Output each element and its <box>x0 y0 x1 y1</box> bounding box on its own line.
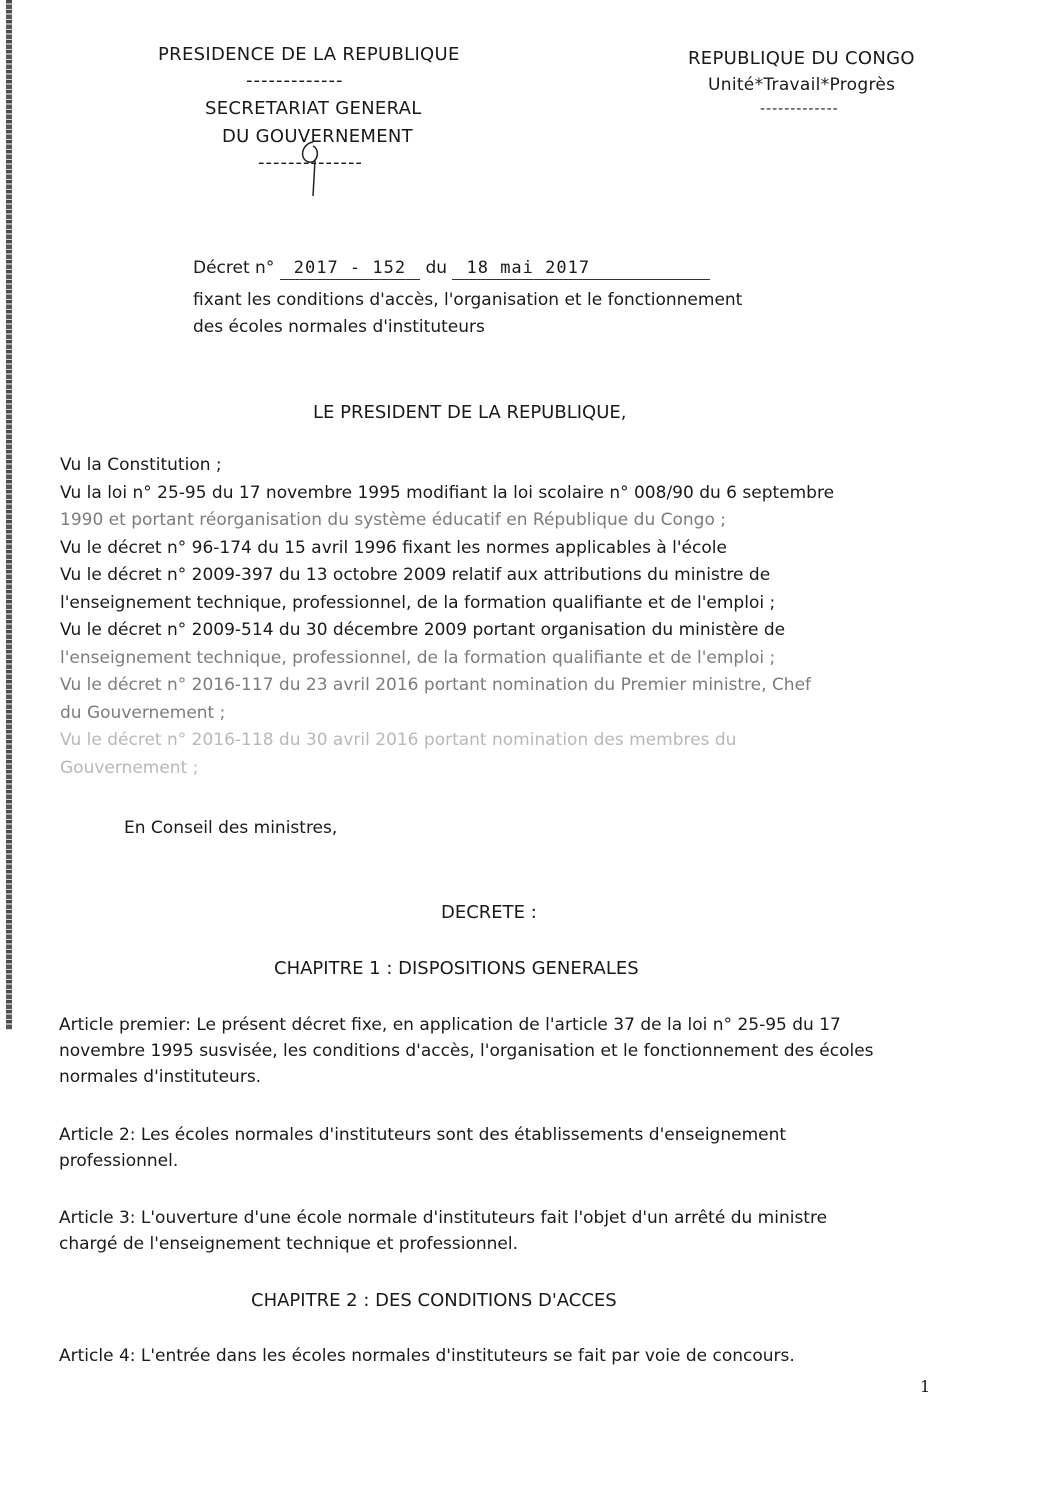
gouvernement-heading: DU GOUVERNEMENT <box>222 126 413 147</box>
conseil-line: En Conseil des ministres, <box>124 818 338 838</box>
article-3-text: chargé de l'enseignement technique et professionnel. <box>59 1234 519 1254</box>
article-2 <box>59 1122 786 1174</box>
chapter-1-heading: CHAPITRE 1 : DISPOSITIONS GENERALES <box>274 958 639 979</box>
vu-item: 1990 et portant réorganisation du système éducatif en République du Congo ; <box>60 510 726 530</box>
vu-list <box>60 452 834 782</box>
vu-item: Gouvernement ; <box>60 757 199 778</box>
decree-subject-line2: des écoles normales d'instituteurs <box>193 317 485 337</box>
scan-edge-artifact <box>6 0 12 1030</box>
vu-item: Vu le décret n° 2009-397 du 13 octobre 2009 relatif aux attributions du ministre de <box>60 565 771 585</box>
presidence-heading: PRESIDENCE DE LA REPUBLIQUE <box>158 44 460 65</box>
national-motto: Unité*Travail*Progrès <box>708 75 896 95</box>
article-1-text: normales d'instituteurs. <box>59 1067 262 1087</box>
article-3-label: Article 3 <box>59 1208 130 1228</box>
header-separator-left-2: -------------- <box>258 152 363 173</box>
vu-item: Vu le décret n° 2009-514 du 30 décembre 2009 portant organisation du ministère de <box>60 620 786 640</box>
vu-item: Vu la loi n° 25-95 du 17 novembre 1995 modifiant la loi scolaire n° 008/90 du 6 septembre <box>60 482 835 503</box>
decree-number: 2017 - 152 <box>280 258 420 280</box>
vu-item: Vu le décret n° 2016-118 du 30 avril 2016 portant nomination des membres du <box>60 730 737 750</box>
header-separator-left-1: ------------- <box>246 70 344 91</box>
vu-item: Vu le décret n° 96-174 du 15 avril 1996 fixant les normes applicables à l'école <box>60 537 727 558</box>
article-3 <box>59 1205 827 1257</box>
seal-mark-icon <box>295 140 333 198</box>
president-heading: LE PRESIDENT DE LA REPUBLIQUE, <box>313 402 627 423</box>
vu-item: du Gouvernement ; <box>60 702 226 723</box>
article-1-text: : Le présent décret fixe, en application de l'article 37 de la loi n° 25-95 du 17 <box>185 1015 841 1035</box>
vu-item: Vu le décret n° 2016-117 du 23 avril 2016 portant nomination du Premier ministre, Chef <box>60 675 812 695</box>
decree-number-line <box>193 258 710 280</box>
decree-subject-line1: fixant les conditions d'accès, l'organisation et le fonctionnement <box>193 290 743 310</box>
article-4-label: Article 4 <box>59 1346 130 1366</box>
republique-heading: REPUBLIQUE DU CONGO <box>688 48 915 69</box>
article-2-label: Article 2 <box>59 1125 130 1145</box>
chapter-2-heading: CHAPITRE 2 : DES CONDITIONS D'ACCES <box>251 1290 617 1311</box>
vu-item: l'enseignement technique, professionnel, de la formation qualifiante et de l'emploi ; <box>60 647 776 668</box>
header-separator-right: ------------- <box>760 101 839 117</box>
decree-prefix: Décret n° <box>193 258 275 278</box>
vu-item: l'enseignement technique, professionnel, de la formation qualifiante et de l'emploi ; <box>60 592 776 613</box>
article-1-label: Article premier <box>59 1015 186 1035</box>
article-4 <box>59 1343 795 1369</box>
article-2-text: : Les écoles normales d'instituteurs sont des établissements d'enseignement <box>129 1125 787 1145</box>
secretariat-heading: SECRETARIAT GENERAL <box>205 98 422 119</box>
decrete-heading: DECRETE : <box>441 902 537 923</box>
page-number: 1 <box>920 1377 931 1396</box>
article-1-text: novembre 1995 susvisée, les conditions d'accès, l'organisation et le fonctionnement des écoles <box>59 1041 874 1061</box>
decree-du: du <box>425 258 448 278</box>
decree-date: 18 mai 2017 <box>452 258 710 280</box>
article-2-text: professionnel. <box>59 1151 179 1171</box>
article-1 <box>59 1012 874 1090</box>
article-3-text: : L'ouverture d'une école normale d'instituteurs fait l'objet d'un arrêté du ministre <box>129 1208 828 1228</box>
vu-item: Vu la Constitution ; <box>60 455 222 475</box>
article-4-text: : L'entrée dans les écoles normales d'instituteurs se fait par voie de concours. <box>129 1346 795 1366</box>
